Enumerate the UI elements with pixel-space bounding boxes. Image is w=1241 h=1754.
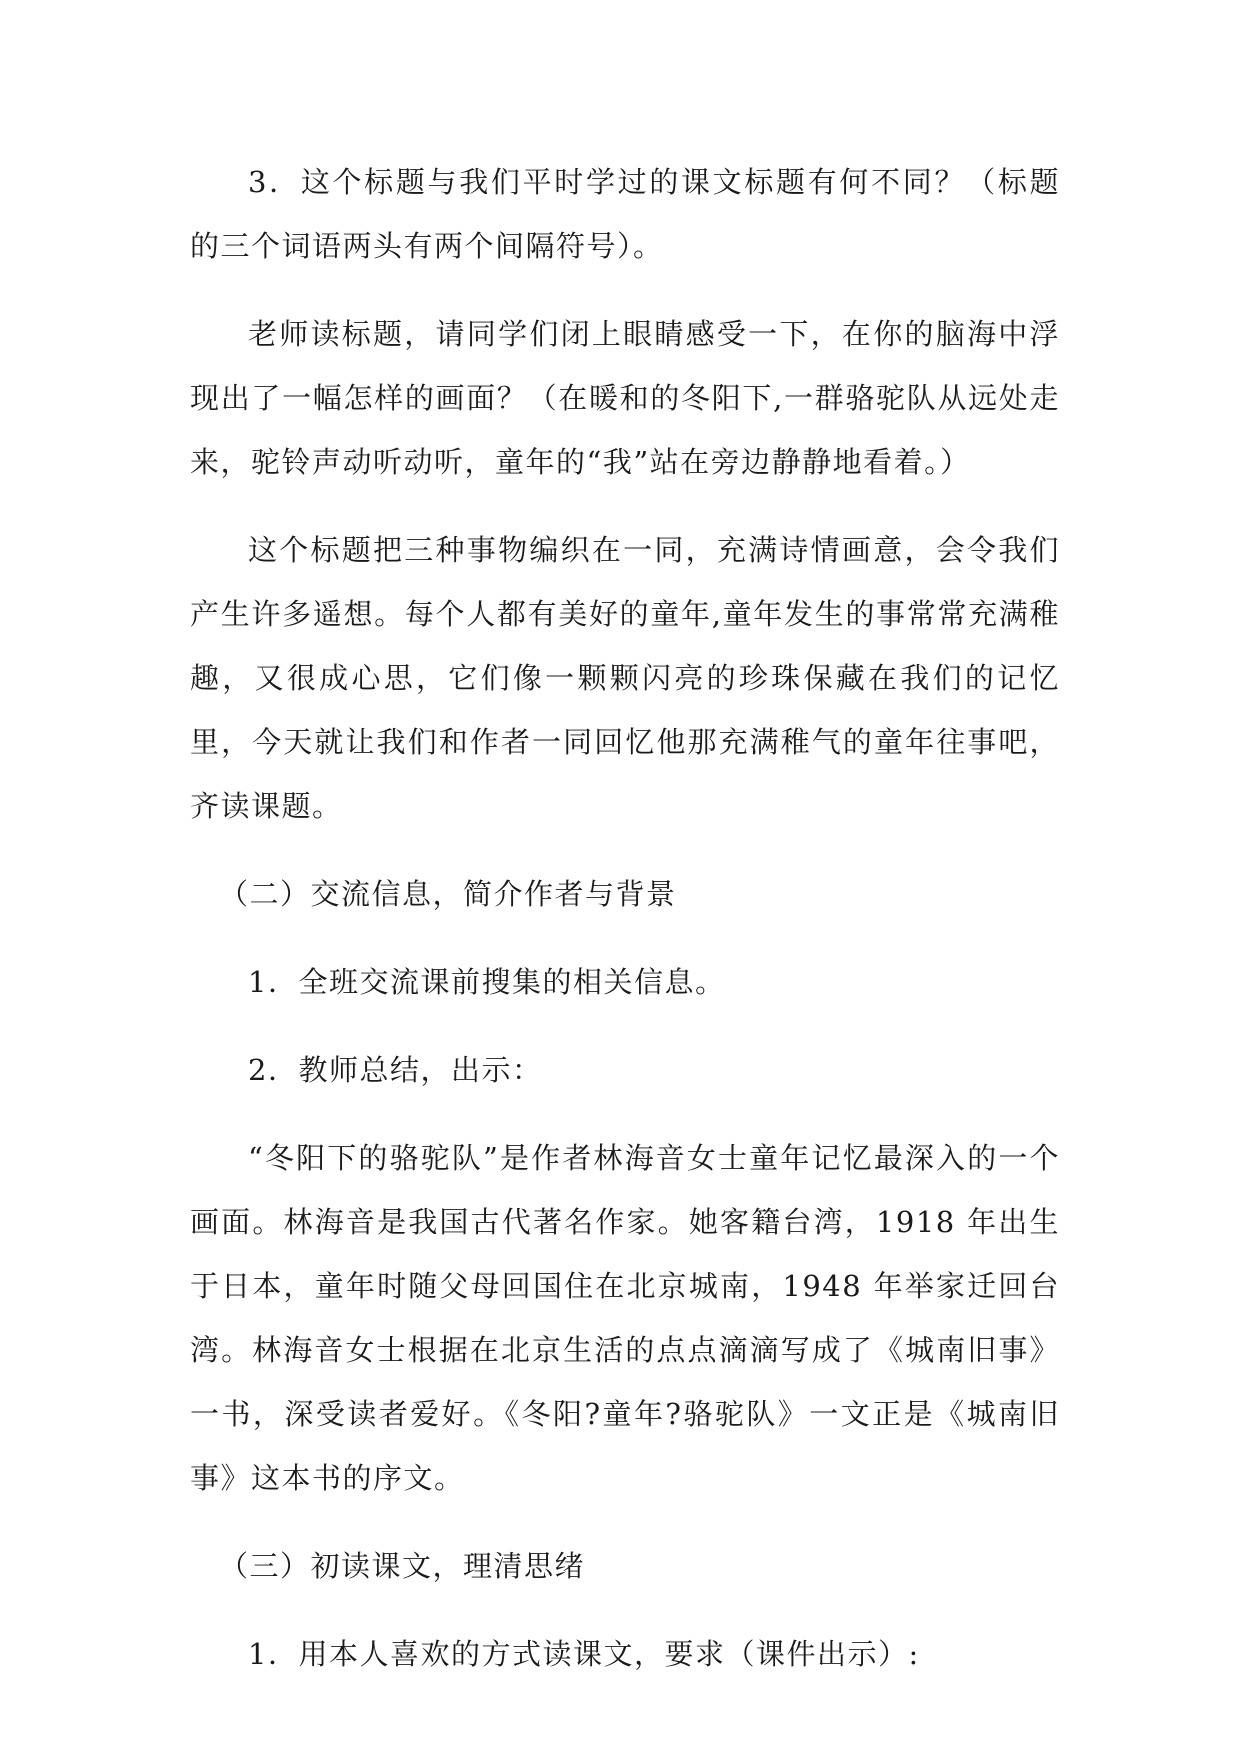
paragraph-author-background: “冬阳下的骆驼队”是作者林海音女士童年记忆最深入的一个画面。林海音是我国古代著名作家。她客籍台湾，1918 年出生于日本，童年时随父母回国住在北京城南，1948 年举家迁回台湾。林海音女士根据在北京生活的点点滴滴写成了《城南旧事》一书，深受读者爱好。《冬阳?童年?骆驼队》一文正是《城南旧事》这本书的序文。 [190, 1141, 1060, 1495]
paragraph-title-question: 3．这个标题与我们平时学过的课文标题有何不同？（标题的三个词语两头有两个间隔符号）。 [190, 165, 1060, 263]
paragraph-class-exchange: 1．全班交流课前搜集的相关信息。 [248, 965, 726, 999]
section-heading-2: （二）交流信息，简介作者与背景 [219, 877, 677, 911]
section-heading-3: （三）初读课文，理清思绪 [219, 1549, 586, 1583]
paragraph-teacher-reading: 老师读标题，请同学们闭上眼睛感受一下，在你的脑海中浮现出了一幅怎样的画面？（在暖和的冬阳下,一群骆驼队从远处走来，驼铃声动听动听，童年的“我”站在旁边静静地看着。） [190, 317, 1060, 479]
paragraph-first-reading: 1．用本人喜欢的方式读课文，要求（课件出示）: [248, 1637, 920, 1671]
document-body [190, 150, 1060, 1710]
paragraph-title-meaning: 这个标题把三种事物编织在一同，充满诗情画意，会令我们产生许多遥想。每个人都有美好的童年,童年发生的事常常充满稚趣，又很成心思，它们像一颗颗闪亮的珍珠保藏在我们的记忆里，今天就让我们和作者一同回忆他那充满稚气的童年往事吧，齐读课题。 [190, 533, 1060, 823]
paragraph-teacher-summary: 2．教师总结，出示： [248, 1053, 543, 1087]
